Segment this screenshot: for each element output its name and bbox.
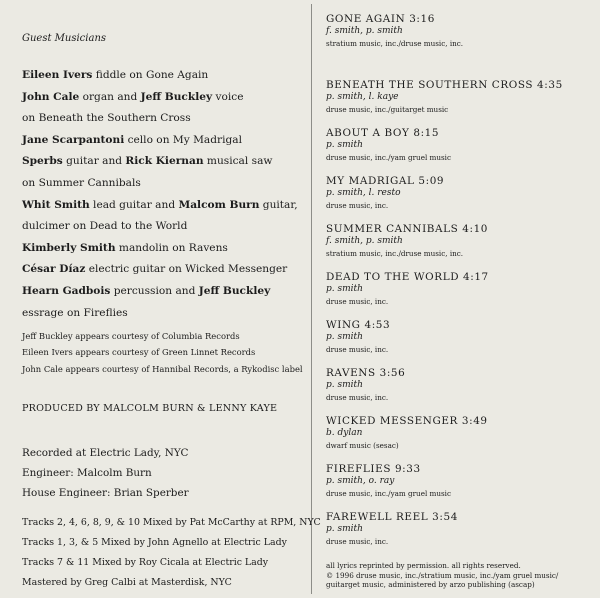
credit-line <box>22 151 308 173</box>
credit-text: guitar, <box>259 198 298 211</box>
courtesy-line: Jeff Buckley appears courtesy of Columbia Records <box>22 331 240 341</box>
recording-line: House Engineer: Brian Sperber <box>22 487 189 499</box>
credit-text: musical saw <box>203 155 273 168</box>
track-item <box>326 318 390 356</box>
track-title: WICKED MESSENGER 3:49 <box>326 415 488 427</box>
track-item <box>326 366 405 404</box>
track-writers: b. dylan <box>326 428 363 438</box>
track-writers: p. smith <box>326 140 363 150</box>
courtesy-line: Eileen Ivers appears courtesy of Green Linnet Records <box>22 347 256 358</box>
musician-name: Jeff Buckley <box>140 90 213 103</box>
track-item <box>326 414 488 452</box>
mastering-line: Mastered by Greg Calbi at Masterdisk, NYC <box>22 577 232 588</box>
track-item <box>326 126 451 164</box>
credit-line <box>22 65 308 87</box>
credit-text: essrage on Fireflies <box>22 306 128 319</box>
mixing-line: Tracks 7 & 11 Mixed by Roy Cicala at Electric Lady <box>22 557 269 568</box>
musician-name: Hearn Gadbois <box>22 284 111 297</box>
track-publisher: druse music, inc./yam gruel music <box>326 489 451 498</box>
track-item <box>326 174 444 212</box>
credit-line <box>22 303 308 325</box>
track-publisher: druse music, inc. <box>326 201 389 210</box>
credit-line <box>22 238 308 260</box>
credit-line <box>22 87 308 109</box>
credit-text: mandolin on Ravens <box>115 241 228 254</box>
credit-text: on Summer Cannibals <box>22 176 141 189</box>
musician-name: Whit Smith <box>22 198 90 211</box>
credit-text: cello on My Madrigal <box>124 133 242 146</box>
track-writers: p. smith <box>326 524 363 534</box>
credit-text: guitar and <box>62 155 126 168</box>
track-publisher: druse music, inc. <box>326 297 389 306</box>
track-title: RAVENS 3:56 <box>326 367 406 379</box>
credit-text: lead guitar and <box>89 198 179 211</box>
musician-name: Jane Scarpantoni <box>22 133 125 146</box>
track-item <box>326 78 563 116</box>
track-item <box>326 510 458 548</box>
musician-name: Sperbs <box>22 155 63 168</box>
guest-credits-list <box>22 65 308 324</box>
track-title: MY MADRIGAL 5:09 <box>326 175 445 187</box>
track-title: SUMMER CANNIBALS 4:10 <box>326 223 489 235</box>
recording-line: Engineer: Malcolm Burn <box>22 467 152 479</box>
track-writers: p. smith <box>326 380 363 390</box>
musician-name: Malcom Burn <box>178 198 260 211</box>
footer-line: all lyrics reprinted by permission. all rights reserved. <box>326 561 521 570</box>
copyright-footer <box>326 561 558 590</box>
track-publisher: druse music, inc. <box>326 345 389 354</box>
mixing-line: Tracks 2, 4, 6, 8, 9, & 10 Mixed by Pat McCarthy at RPM, NYC <box>22 517 321 528</box>
track-publisher: druse music, inc./guitarget music <box>326 105 449 114</box>
track-title: FAREWELL REEL 3:54 <box>326 511 458 523</box>
credit-line <box>22 108 308 130</box>
track-title: FIREFLIES 9:33 <box>326 463 421 475</box>
footer-line: guitarget music, administered by arzo publishing (ascap) <box>326 580 535 590</box>
recording-credits <box>22 443 189 503</box>
credit-line <box>22 281 308 303</box>
track-writers: p. smith, o. ray <box>326 476 395 486</box>
track-item <box>326 12 463 50</box>
track-item <box>326 270 489 308</box>
credit-text: fiddle on Gone Again <box>92 69 209 81</box>
musician-name: César Díaz <box>22 263 86 276</box>
track-item <box>326 222 488 260</box>
musician-name: Rick Kiernan <box>125 155 204 168</box>
credit-text: electric guitar on Wicked Messenger <box>85 263 288 276</box>
courtesy-line: John Cale appears courtesy of Hannibal Records, a Rykodisc label <box>22 363 303 374</box>
credit-text: percussion and <box>110 284 199 297</box>
musician-name: John Cale <box>22 90 80 103</box>
track-item <box>326 462 451 500</box>
guest-musicians-heading: Guest Musicians <box>22 33 107 44</box>
musician-name: Kimberly Smith <box>22 241 116 254</box>
credit-line <box>22 259 308 281</box>
track-publisher: druse music, inc./yam gruel music <box>326 153 451 162</box>
credit-text: organ and <box>79 90 141 103</box>
track-publisher: druse music, inc. <box>326 393 389 402</box>
credit-line <box>22 130 308 152</box>
credit-line <box>22 173 308 195</box>
track-writers: p. smith, l. resto <box>326 188 401 198</box>
mixing-line: Tracks 1, 3, & 5 Mixed by John Agnello at Electric Lady <box>22 537 287 548</box>
credit-text: on Beneath the Southern Cross <box>22 112 191 125</box>
credit-text: dulcimer on Dead to the World <box>22 220 188 233</box>
credit-text: voice <box>212 90 244 103</box>
track-publisher: stratium music, inc./druse music, inc. <box>326 249 464 258</box>
track-writers: p. smith <box>326 284 363 294</box>
track-writers: p. smith <box>326 332 363 342</box>
musician-name: Jeff Buckley <box>198 284 271 297</box>
footer-line: © 1996 druse music, inc./stratium music, inc./yam gruel music/ <box>326 570 559 580</box>
musician-name: Eileen Ivers <box>22 69 93 81</box>
column-divider <box>311 4 312 594</box>
track-title: DEAD TO THE WORLD 4:17 <box>326 271 489 283</box>
courtesy-notes <box>22 328 312 377</box>
track-title: ABOUT A BOY 8:15 <box>326 127 440 139</box>
track-publisher: dwarf music (sesac) <box>326 441 399 450</box>
recording-line: Recorded at Electric Lady, NYC <box>22 447 189 459</box>
track-writers: f. smith, p. smith <box>326 236 403 246</box>
track-publisher: stratium music, inc./druse music, inc. <box>326 39 464 48</box>
credit-line <box>22 216 308 238</box>
mixing-credits <box>22 513 321 593</box>
track-writers: f. smith, p. smith <box>326 26 403 36</box>
track-writers: p. smith, l. kaye <box>326 92 399 102</box>
track-title: BENEATH THE SOUTHERN CROSS 4:35 <box>326 79 563 91</box>
track-publisher: druse music, inc. <box>326 537 389 546</box>
track-title: WING 4:53 <box>326 319 391 331</box>
track-title: GONE AGAIN 3:16 <box>326 13 435 25</box>
credit-line <box>22 195 308 217</box>
producer-credit: PRODUCED BY MALCOLM BURN & LENNY KAYE <box>22 403 278 414</box>
